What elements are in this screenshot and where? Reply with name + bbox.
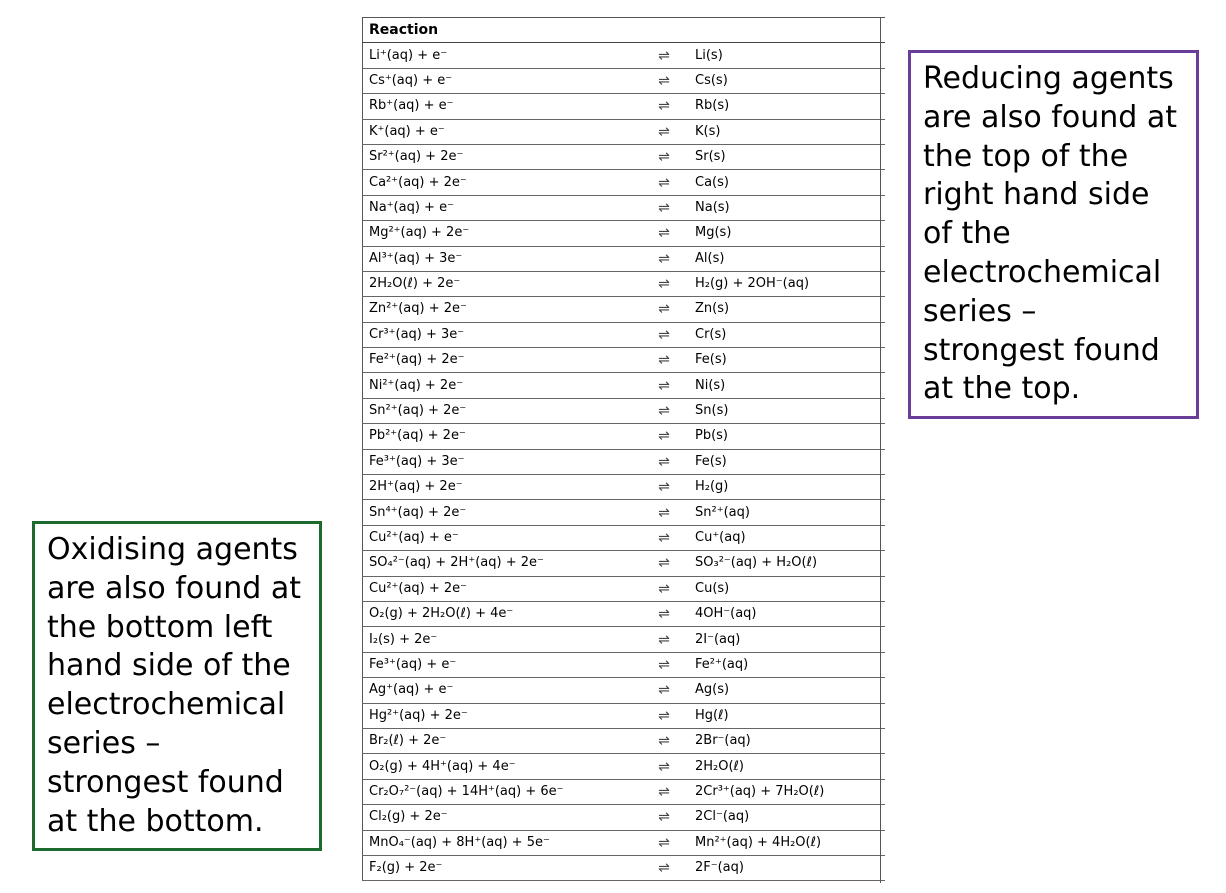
oxidised-form-cell: O₂(g) + 4H⁺(aq) + 4e⁻ [363,754,640,779]
equilibrium-arrow-icon: ⇌ [639,728,689,753]
table-row [363,68,886,93]
oxidised-form-cell: Cl₂(g) + 2e⁻ [363,805,640,830]
reduced-form-cell: Na(s) [689,195,885,220]
reduced-form-cell: Mg(s) [689,221,885,246]
equilibrium-arrow-icon: ⇌ [639,348,689,373]
table-row [363,348,886,373]
reduced-form-cell: Pb(s) [689,424,885,449]
oxidised-form-cell: Li⁺(aq) + e⁻ [363,43,640,68]
equilibrium-arrow-icon: ⇌ [639,754,689,779]
reduced-form-cell: Mn²⁺(aq) + 4H₂O(ℓ) [689,830,885,855]
reduced-form-cell: Cr(s) [689,322,885,347]
equilibrium-arrow-icon: ⇌ [639,246,689,271]
reduced-form-cell: Ag(s) [689,678,885,703]
equilibrium-arrow-icon: ⇌ [639,297,689,322]
table-row [363,246,886,271]
oxidised-form-cell: Fe²⁺(aq) + 2e⁻ [363,348,640,373]
oxidised-form-cell: Rb⁺(aq) + e⁻ [363,94,640,119]
equilibrium-arrow-icon: ⇌ [639,551,689,576]
table-row [363,94,886,119]
table-row [363,373,886,398]
table-row [363,424,886,449]
table-header-row [363,18,886,43]
oxidised-form-cell: 2H⁺(aq) + 2e⁻ [363,475,640,500]
oxidised-form-cell: F₂(g) + 2e⁻ [363,855,640,880]
oxidised-form-cell: K⁺(aq) + e⁻ [363,119,640,144]
oxidised-form-cell: Cu²⁺(aq) + 2e⁻ [363,576,640,601]
table-row [363,855,886,880]
reduced-form-cell: Li(s) [689,43,885,68]
reduced-form-cell: Sr(s) [689,144,885,169]
reduced-form-cell: K(s) [689,119,885,144]
reducing-agents-note [908,50,1199,419]
reduced-form-cell: Ca(s) [689,170,885,195]
reduced-form-cell: Al(s) [689,246,885,271]
table-row [363,43,886,68]
table-row [363,678,886,703]
oxidised-form-cell: I₂(s) + 2e⁻ [363,627,640,652]
reduced-form-cell: Sn(s) [689,398,885,423]
reduced-form-cell: Fe(s) [689,449,885,474]
oxidised-form-cell: SO₄²⁻(aq) + 2H⁺(aq) + 2e⁻ [363,551,640,576]
oxidised-form-cell: O₂(g) + 2H₂O(ℓ) + 4e⁻ [363,601,640,626]
oxidised-form-cell: Zn²⁺(aq) + 2e⁻ [363,297,640,322]
equilibrium-arrow-icon: ⇌ [639,601,689,626]
oxidised-form-cell: 2H₂O(ℓ) + 2e⁻ [363,271,640,296]
reduced-form-cell: Hg(ℓ) [689,703,885,728]
equilibrium-arrow-icon: ⇌ [639,170,689,195]
equilibrium-arrow-icon: ⇌ [639,525,689,550]
table-row [363,652,886,677]
oxidised-form-cell: Fe³⁺(aq) + e⁻ [363,652,640,677]
table-row [363,805,886,830]
oxidised-form-cell: Sn²⁺(aq) + 2e⁻ [363,398,640,423]
equilibrium-arrow-icon: ⇌ [639,830,689,855]
oxidised-form-cell: Na⁺(aq) + e⁻ [363,195,640,220]
table-row [363,703,886,728]
oxidised-form-cell: Cu²⁺(aq) + e⁻ [363,525,640,550]
oxidised-form-cell: Ni²⁺(aq) + 2e⁻ [363,373,640,398]
table-row [363,322,886,347]
oxidised-form-cell: MnO₄⁻(aq) + 8H⁺(aq) + 5e⁻ [363,830,640,855]
equilibrium-arrow-icon: ⇌ [639,576,689,601]
reduced-form-cell: Sn²⁺(aq) [689,500,885,525]
reducing-agents-note-text: Reducing agents are also found at the top of the right hand side of the electrochemical series – strongest found at the top. [923,61,1177,407]
table-row [363,830,886,855]
equilibrium-arrow-icon: ⇌ [639,678,689,703]
table-row [363,525,886,550]
table-row [363,754,886,779]
oxidised-form-cell: Cr³⁺(aq) + 3e⁻ [363,322,640,347]
equilibrium-arrow-icon: ⇌ [639,805,689,830]
table-row [363,576,886,601]
oxidised-form-cell: Ca²⁺(aq) + 2e⁻ [363,170,640,195]
reduced-form-cell: SO₃²⁻(aq) + H₂O(ℓ) [689,551,885,576]
equilibrium-arrow-icon: ⇌ [639,94,689,119]
reduced-form-cell: Rb(s) [689,94,885,119]
reduced-form-cell: 2H₂O(ℓ) [689,754,885,779]
table-row [363,551,886,576]
equilibrium-arrow-icon: ⇌ [639,855,689,880]
equilibrium-arrow-icon: ⇌ [639,322,689,347]
equilibrium-arrow-icon: ⇌ [639,703,689,728]
oxidised-form-cell: Sn⁴⁺(aq) + 2e⁻ [363,500,640,525]
table-row [363,500,886,525]
oxidised-form-cell: Al³⁺(aq) + 3e⁻ [363,246,640,271]
table-row [363,170,886,195]
equilibrium-arrow-icon: ⇌ [639,779,689,804]
reduced-form-cell: Cu⁺(aq) [689,525,885,550]
reduced-form-cell: Cu(s) [689,576,885,601]
table-row [363,728,886,753]
equilibrium-arrow-icon: ⇌ [639,119,689,144]
equilibrium-arrow-icon: ⇌ [639,449,689,474]
table-row [363,221,886,246]
equilibrium-arrow-icon: ⇌ [639,627,689,652]
equilibrium-arrow-icon: ⇌ [639,68,689,93]
reduced-form-cell: 4OH⁻(aq) [689,601,885,626]
oxidised-form-cell: Mg²⁺(aq) + 2e⁻ [363,221,640,246]
reduced-form-cell: Ni(s) [689,373,885,398]
oxidised-form-cell: Cs⁺(aq) + e⁻ [363,68,640,93]
table-row [363,271,886,296]
equilibrium-arrow-icon: ⇌ [639,373,689,398]
table-row [363,297,886,322]
table-row [363,475,886,500]
equilibrium-arrow-icon: ⇌ [639,221,689,246]
table-row [363,144,886,169]
table-row [363,601,886,626]
reduced-form-cell: 2Cl⁻(aq) [689,805,885,830]
reduced-form-cell: H₂(g) + 2OH⁻(aq) [689,271,885,296]
reduced-form-cell: Zn(s) [689,297,885,322]
oxidised-form-cell: Ag⁺(aq) + e⁻ [363,678,640,703]
equilibrium-arrow-icon: ⇌ [639,195,689,220]
oxidised-form-cell: Fe³⁺(aq) + 3e⁻ [363,449,640,474]
equilibrium-arrow-icon: ⇌ [639,500,689,525]
reduced-form-cell: H₂(g) [689,475,885,500]
equilibrium-arrow-icon: ⇌ [639,271,689,296]
electrochemical-series-table [362,17,885,881]
table-row [363,119,886,144]
table-row [363,779,886,804]
oxidising-agents-note-text: Oxidising agents are also found at the bottom left hand side of the electrochemical series – strongest found at the bottom. [47,532,301,839]
oxidised-form-cell: Hg²⁺(aq) + 2e⁻ [363,703,640,728]
table-row [363,627,886,652]
equilibrium-arrow-icon: ⇌ [639,424,689,449]
equilibrium-arrow-icon: ⇌ [639,398,689,423]
reduced-form-cell: 2Cr³⁺(aq) + 7H₂O(ℓ) [689,779,885,804]
table-row [363,195,886,220]
reduced-form-cell: 2F⁻(aq) [689,855,885,880]
table-right-border [880,17,881,883]
reduced-form-cell: 2I⁻(aq) [689,627,885,652]
equilibrium-arrow-icon: ⇌ [639,475,689,500]
equilibrium-arrow-icon: ⇌ [639,652,689,677]
oxidised-form-cell: Cr₂O₇²⁻(aq) + 14H⁺(aq) + 6e⁻ [363,779,640,804]
table-body [363,43,886,881]
oxidised-form-cell: Br₂(ℓ) + 2e⁻ [363,728,640,753]
reaction-header: Reaction [363,18,640,43]
reduced-form-cell: Fe²⁺(aq) [689,652,885,677]
table-row [363,398,886,423]
reduced-form-cell: Cs(s) [689,68,885,93]
equilibrium-arrow-icon: ⇌ [639,144,689,169]
oxidising-agents-note [32,521,322,851]
oxidised-form-cell: Pb²⁺(aq) + 2e⁻ [363,424,640,449]
reduced-form-cell: Fe(s) [689,348,885,373]
table-row [363,449,886,474]
reduced-form-cell: 2Br⁻(aq) [689,728,885,753]
oxidised-form-cell: Sr²⁺(aq) + 2e⁻ [363,144,640,169]
equilibrium-arrow-icon: ⇌ [639,43,689,68]
